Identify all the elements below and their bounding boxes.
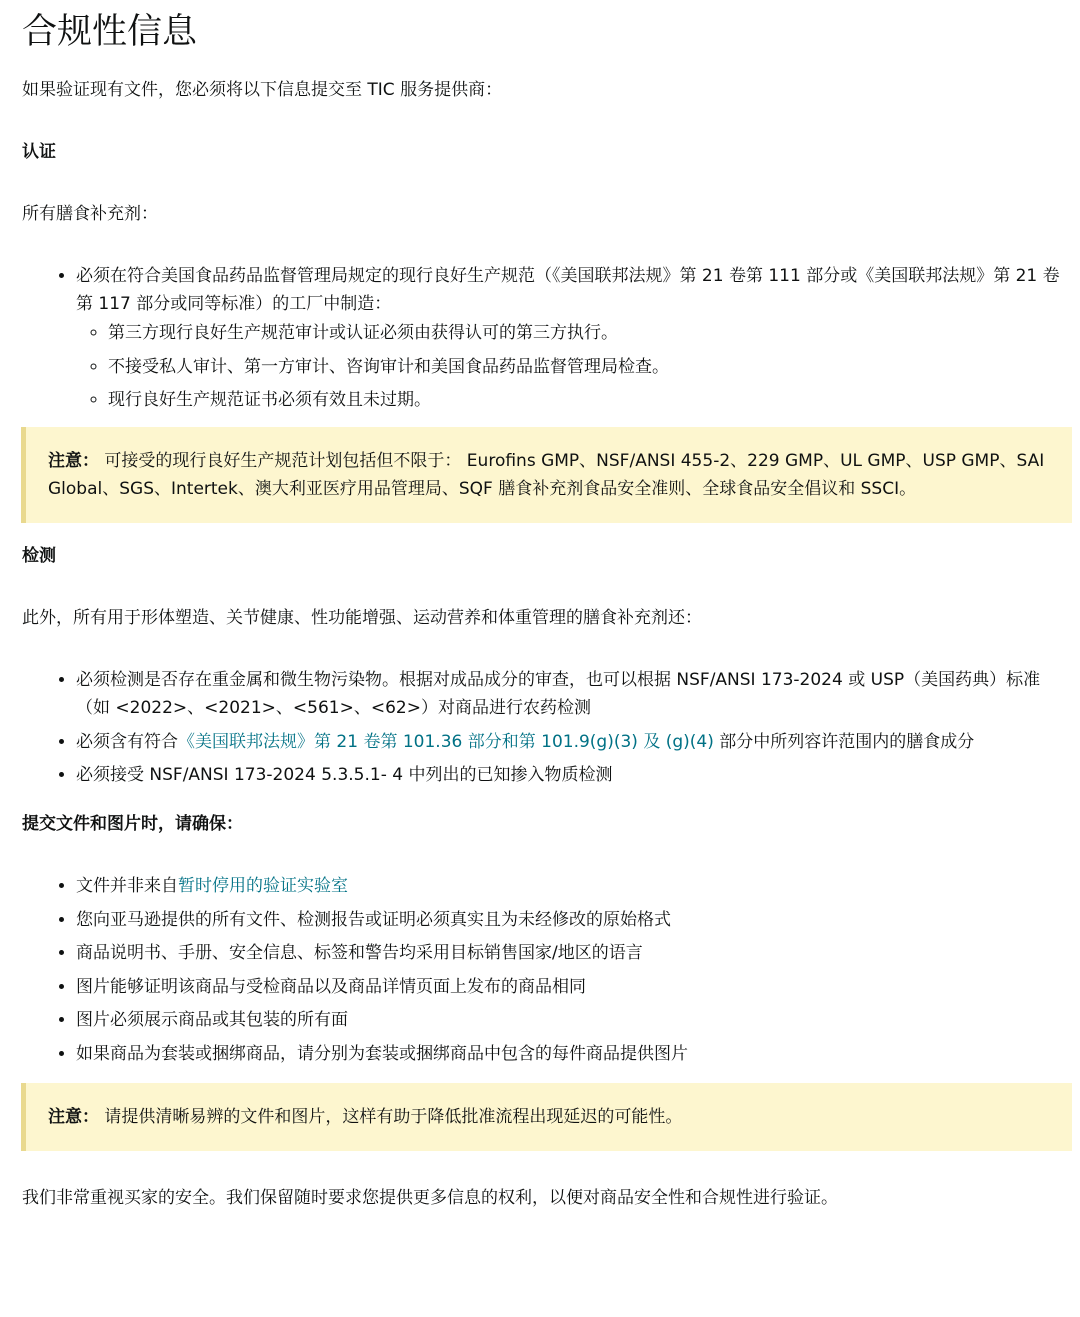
- list-item: • 图片必须展示商品或其包装的所有面: [76, 1006, 1072, 1034]
- cert-lead: 所有膳食补充剂：: [22, 204, 158, 224]
- submit-heading: 提交文件和图片时，请确保：: [22, 814, 243, 834]
- list-item: • 商品说明书、手册、安全信息、标签和警告均采用目标销售国家/地区的语言: [76, 939, 1072, 967]
- suspended-labs-link[interactable]: 暂时停用的验证实验室: [178, 876, 348, 896]
- note-body: 请提供清晰易辨的文件和图片，这样有助于降低批准流程出现延迟的可能性。: [104, 1106, 683, 1127]
- cert-heading: 认证: [22, 142, 56, 162]
- cfr-link[interactable]: 《美国联邦法规》第 21 卷第 101.36 部分和第 101.9(g)(3) 及 (g)(4): [178, 731, 714, 752]
- submit-list: [22, 872, 1072, 1068]
- note-text: [48, 1103, 1052, 1131]
- test-list: [22, 666, 1072, 789]
- list-item: [76, 728, 1072, 756]
- list-item-text: 必须在符合美国食品药品监督管理局规定的现行良好生产规范（《美国联邦法规》第 21 卷第 111 部分或《美国联邦法规》第 21 卷第 117 部分或同等标准）的工厂中制造：: [76, 266, 1060, 314]
- cert-sublist: [76, 319, 1072, 414]
- test-lead: 此外，所有用于形体塑造、关节健康、性功能增强、运动营养和体重管理的膳食补充剂还：: [22, 608, 702, 628]
- list-item: ◦ 现行良好生产规范证书必须有效且未过期。: [108, 386, 1072, 414]
- list-item-text: 部分中所列容许范围内的膳食成分: [713, 731, 975, 752]
- page-title: 合规性信息: [22, 12, 198, 52]
- note-box: [21, 427, 1072, 523]
- list-item: • 图片能够证明该商品与受检商品以及商品详情页面上发布的商品相同: [76, 973, 1072, 1001]
- note-box: [21, 1083, 1072, 1151]
- closing-text: 我们非常重视买家的安全。我们保留随时要求您提供更多信息的权利，以便对商品安全性和合规性进行验证。: [22, 1187, 838, 1208]
- note-label: 注意：: [48, 1106, 99, 1127]
- note-text: [48, 447, 1052, 503]
- list-item-text: 必须含有符合: [76, 731, 178, 752]
- list-item: [76, 872, 1072, 900]
- list-item: ◦ 不接受私人审计、第一方审计、咨询审计和美国食品药品监督管理局检查。: [108, 353, 1072, 381]
- test-heading: 检测: [22, 546, 56, 566]
- list-item: ◦ 第三方现行良好生产规范审计或认证必须由获得认可的第三方执行。: [108, 319, 1072, 347]
- cert-list: [22, 262, 1072, 414]
- list-item-text: 文件并非来自: [76, 876, 178, 896]
- note-body: 可接受的现行良好生产规范计划包括但不限于： Eurofins GMP、NSF/ANSI 455-2、229 GMP、UL GMP、USP GMP、SAI Global、SGS、Intertek、澳大利亚医疗用品管理局、SQF 膳食补充剂食品安全准则、全球食品安全倡议和 SSCI。: [48, 451, 1045, 499]
- list-item: • 您向亚马逊提供的所有文件、检测报告或证明必须真实且为未经修改的原始格式: [76, 906, 1072, 934]
- list-item: [76, 262, 1072, 414]
- list-item: • 必须检测是否存在重金属和微生物污染物。根据对成品成分的审查，也可以根据 NSF/ANSI 173-2024 或 USP（美国药典）标准（如 <2022>、<2021>、<561>、<62>）对商品进行农药检测: [76, 666, 1072, 722]
- intro-text: 如果验证现有文件，您必须将以下信息提交至 TIC 服务提供商：: [22, 80, 503, 100]
- list-item: • 必须接受 NSF/ANSI 173-2024 5.3.5.1- 4 中列出的已知掺入物质检测: [76, 761, 1072, 789]
- note-label: 注意：: [48, 451, 99, 471]
- list-item: • 如果商品为套装或捆绑商品，请分别为套装或捆绑商品中包含的每件商品提供图片: [76, 1040, 1072, 1068]
